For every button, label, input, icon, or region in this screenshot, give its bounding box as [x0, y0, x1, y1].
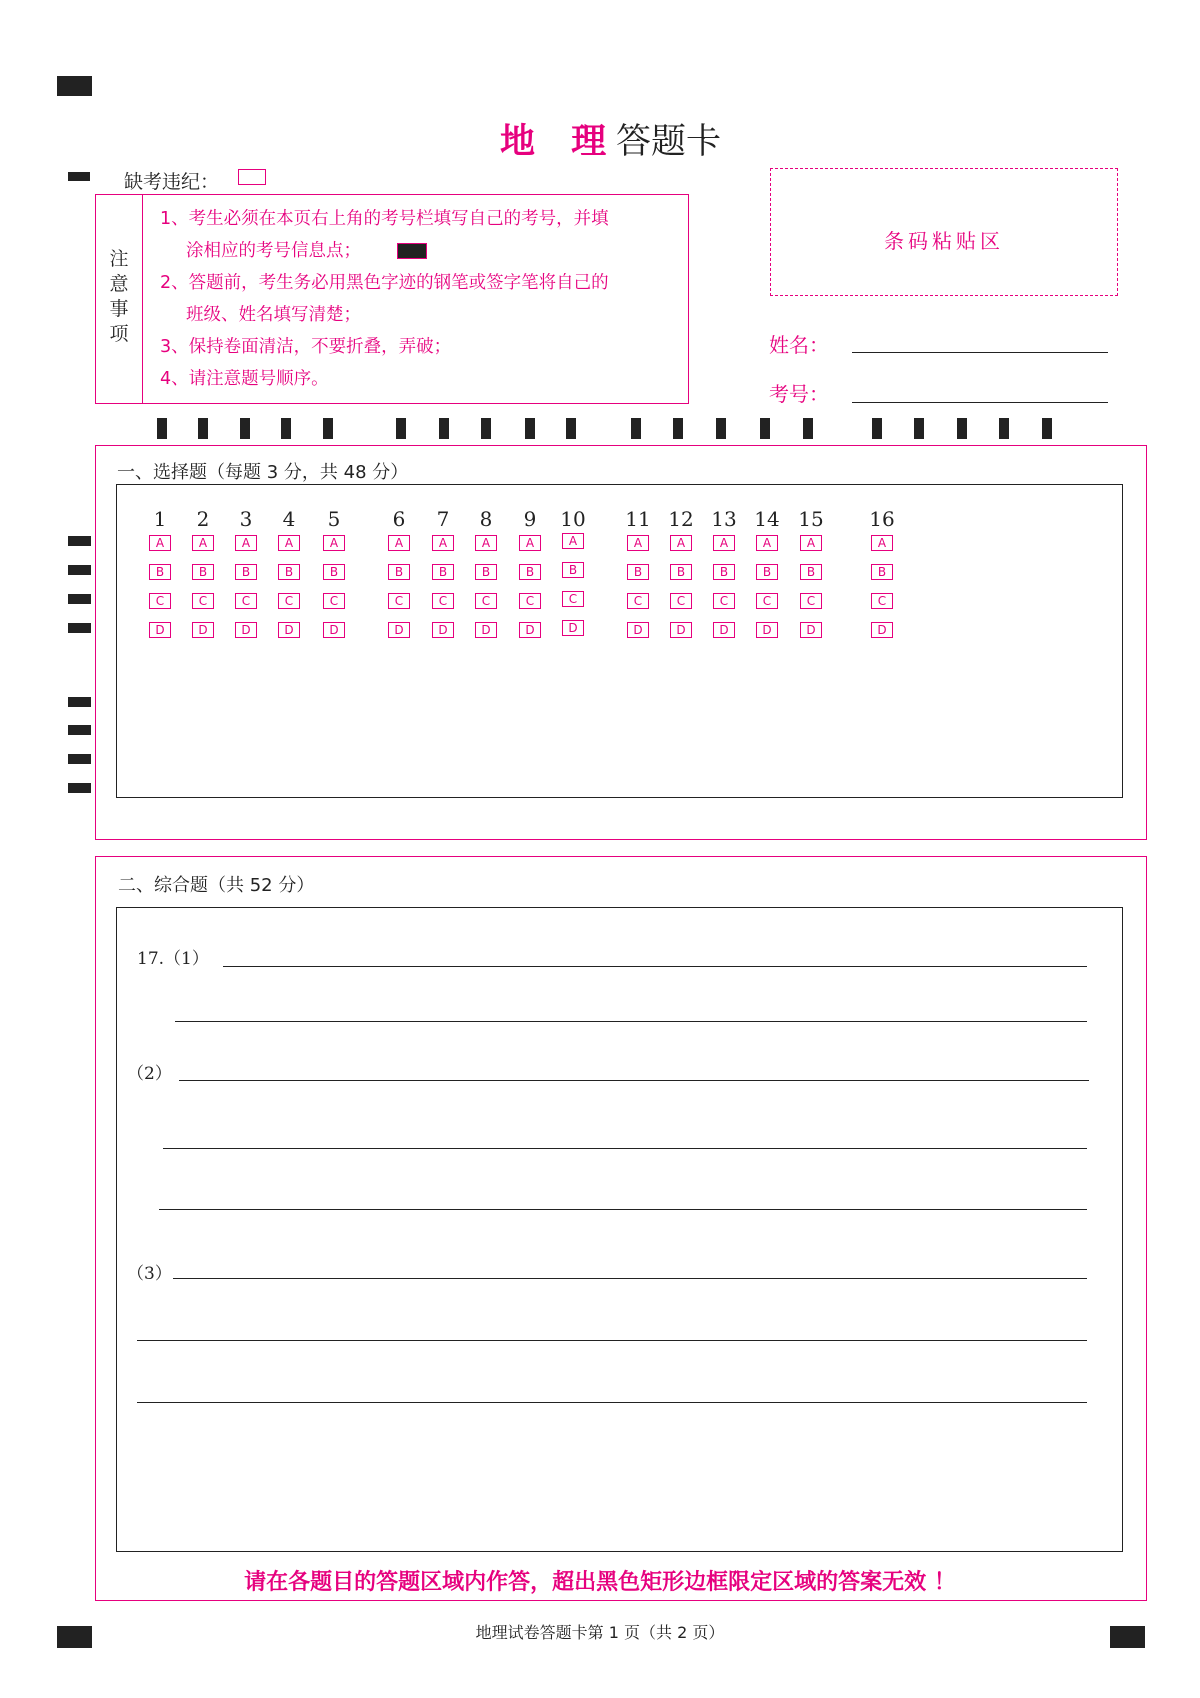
q17-part3-label: （3）: [127, 1264, 172, 1284]
option-bubble-c[interactable]: C: [627, 593, 649, 609]
question-number: 1: [153, 507, 167, 531]
option-bubble-d[interactable]: D: [519, 622, 541, 638]
option-bubble-a[interactable]: A: [756, 535, 778, 551]
question-number: 6: [392, 507, 406, 531]
option-bubble-a[interactable]: A: [713, 535, 735, 551]
comprehensive-answer-area: [116, 907, 1123, 1552]
timing-mark: [481, 418, 491, 439]
notice-list: [160, 203, 680, 395]
option-bubble-c[interactable]: C: [800, 593, 822, 609]
option-bubble-d[interactable]: D: [800, 622, 822, 638]
timing-mark: [68, 754, 91, 764]
question-number: 14: [754, 507, 780, 531]
option-bubble-a[interactable]: A: [519, 535, 541, 551]
notice-line: 4、请注意题号顺序。: [160, 369, 329, 389]
option-bubble-b[interactable]: B: [627, 564, 649, 580]
option-bubble-a[interactable]: A: [670, 535, 692, 551]
option-bubble-a[interactable]: A: [388, 535, 410, 551]
option-bubble-d[interactable]: D: [278, 622, 300, 638]
question-number: 4: [282, 507, 296, 531]
option-bubble-b[interactable]: B: [278, 564, 300, 580]
option-bubble-d[interactable]: D: [756, 622, 778, 638]
option-bubble-c[interactable]: C: [192, 593, 214, 609]
question-number: 12: [668, 507, 694, 531]
option-bubble-c[interactable]: C: [235, 593, 257, 609]
absent-violation-label: 缺考违纪：: [124, 171, 220, 193]
timing-mark: [68, 536, 91, 546]
option-bubble-d[interactable]: D: [627, 622, 649, 638]
timing-mark: [68, 725, 91, 735]
question-number: 8: [479, 507, 493, 531]
alignment-mark-bottom-left: [57, 1626, 92, 1648]
question-number: 10: [560, 507, 586, 531]
option-bubble-d[interactable]: D: [149, 622, 171, 638]
option-bubble-b[interactable]: B: [670, 564, 692, 580]
timing-mark: [525, 418, 535, 439]
option-bubble-c[interactable]: C: [713, 593, 735, 609]
option-bubble-c[interactable]: C: [756, 593, 778, 609]
filled-dot-example: [397, 243, 427, 259]
option-bubble-a[interactable]: A: [235, 535, 257, 551]
option-bubble-c[interactable]: C: [670, 593, 692, 609]
option-bubble-d[interactable]: D: [475, 622, 497, 638]
notice-line: 涂相应的考号信息点；: [186, 241, 361, 261]
option-bubble-b[interactable]: B: [519, 564, 541, 580]
comprehensive-section: [95, 856, 1147, 1601]
multiple-choice-section: [95, 445, 1147, 840]
option-bubble-a[interactable]: A: [475, 535, 497, 551]
option-bubble-a[interactable]: A: [323, 535, 345, 551]
option-bubble-d[interactable]: D: [871, 622, 893, 638]
option-bubble-d[interactable]: D: [323, 622, 345, 638]
answer-line[interactable]: [137, 1340, 1087, 1341]
alignment-mark-bottom-right: [1110, 1626, 1145, 1648]
timing-mark: [240, 418, 250, 439]
exam-id-label: 考号：: [769, 382, 829, 406]
timing-mark: [673, 418, 683, 439]
answer-line[interactable]: [159, 1209, 1087, 1210]
barcode-paste-area: [770, 168, 1118, 296]
option-bubble-c[interactable]: C: [519, 593, 541, 609]
answer-line[interactable]: [137, 1402, 1087, 1403]
option-bubble-a[interactable]: A: [871, 535, 893, 551]
option-bubble-b[interactable]: B: [756, 564, 778, 580]
option-bubble-b[interactable]: B: [713, 564, 735, 580]
option-bubble-c[interactable]: C: [149, 593, 171, 609]
option-bubble-b[interactable]: B: [432, 564, 454, 580]
option-bubble-a[interactable]: A: [627, 535, 649, 551]
timing-mark: [68, 697, 91, 707]
timing-mark: [323, 418, 333, 439]
q17-part1-label: 17.（1）: [137, 949, 209, 969]
timing-mark: [803, 418, 813, 439]
absent-violation-box[interactable]: [238, 169, 266, 185]
option-bubble-b[interactable]: B: [235, 564, 257, 580]
alignment-mark-top-left: [57, 76, 92, 96]
option-bubble-b[interactable]: B: [475, 564, 497, 580]
question-number: 13: [711, 507, 737, 531]
timing-mark: [68, 172, 90, 181]
timing-mark: [1042, 418, 1052, 439]
question-number: 7: [436, 507, 450, 531]
timing-mark: [157, 418, 167, 439]
section1-title: 一、选择题（每题 3 分，共 48 分）: [117, 462, 409, 483]
answer-line[interactable]: [223, 966, 1087, 967]
option-bubble-d[interactable]: D: [388, 622, 410, 638]
timing-mark: [631, 418, 641, 439]
option-bubble-b[interactable]: B: [149, 564, 171, 580]
section2-title: 二、综合题（共 52 分）: [118, 875, 315, 896]
question-number: 16: [869, 507, 895, 531]
timing-mark: [566, 418, 576, 439]
timing-mark: [281, 418, 291, 439]
notice-box: [95, 194, 689, 404]
name-field[interactable]: [852, 352, 1108, 353]
notice-line: 班级、姓名填写清楚；: [186, 305, 361, 325]
option-bubble-d[interactable]: D: [192, 622, 214, 638]
barcode-label: 条码粘贴区: [884, 229, 1004, 253]
notice-line-wrap: [160, 235, 680, 267]
option-bubble-c[interactable]: C: [432, 593, 454, 609]
timing-mark: [872, 418, 882, 439]
multiple-choice-answer-area: [116, 484, 1123, 798]
option-bubble-c[interactable]: C: [278, 593, 300, 609]
notice-line: 2、答题前，考生务必用黑色字迹的钢笔或签字笔将自己的: [160, 273, 609, 293]
option-bubble-d[interactable]: D: [670, 622, 692, 638]
timing-mark: [68, 783, 91, 793]
timing-mark: [68, 594, 91, 604]
card-title: 答题卡: [616, 122, 722, 162]
option-bubble-b[interactable]: B: [192, 564, 214, 580]
option-bubble-c[interactable]: C: [323, 593, 345, 609]
q17-part2-label: （2）: [127, 1064, 172, 1084]
option-bubble-d[interactable]: D: [713, 622, 735, 638]
option-bubble-b[interactable]: B: [871, 564, 893, 580]
option-bubble-c[interactable]: C: [475, 593, 497, 609]
option-bubble-a[interactable]: A: [800, 535, 822, 551]
subject-title: 地 理: [500, 122, 619, 162]
option-bubble-c[interactable]: C: [388, 593, 410, 609]
timing-mark: [198, 418, 208, 439]
timing-mark: [999, 418, 1009, 439]
option-bubble-c[interactable]: C: [871, 593, 893, 609]
option-bubble-a[interactable]: A: [192, 535, 214, 551]
timing-mark: [716, 418, 726, 439]
answer-line[interactable]: [163, 1148, 1087, 1149]
option-bubble-a[interactable]: A: [278, 535, 300, 551]
name-label: 姓名：: [769, 333, 829, 357]
notice-line: 1、考生必须在本页右上角的考号栏填写自己的考号，并填: [160, 209, 609, 229]
option-bubble-a[interactable]: A: [432, 535, 454, 551]
question-number: 9: [523, 507, 537, 531]
question-number: 5: [327, 507, 341, 531]
option-bubble-d[interactable]: D: [432, 622, 454, 638]
question-number: 2: [196, 507, 210, 531]
timing-mark: [914, 418, 924, 439]
question-number: 3: [239, 507, 253, 531]
option-bubble-a[interactable]: A: [562, 533, 584, 549]
question-number: 11: [625, 507, 651, 531]
timing-mark: [957, 418, 967, 439]
option-bubble-d[interactable]: D: [562, 620, 584, 636]
answer-line[interactable]: [175, 1021, 1087, 1022]
notice-heading-cell: [96, 195, 143, 403]
option-bubble-b[interactable]: B: [323, 564, 345, 580]
timing-mark: [396, 418, 406, 439]
option-bubble-b[interactable]: B: [562, 562, 584, 578]
timing-mark: [760, 418, 770, 439]
timing-mark: [439, 418, 449, 439]
answer-line[interactable]: [173, 1278, 1087, 1279]
option-bubble-c[interactable]: C: [562, 591, 584, 607]
option-bubble-b[interactable]: B: [388, 564, 410, 580]
notice-heading: 注意事项: [109, 248, 129, 345]
boundary-warning: 请在各题目的答题区域内作答，超出黑色矩形边框限定区域的答案无效 ！: [244, 1570, 956, 1595]
option-bubble-d[interactable]: D: [235, 622, 257, 638]
page-footer: 地理试卷答题卡第 1 页（共 2 页）: [475, 1623, 725, 1642]
timing-mark: [68, 565, 91, 575]
notice-line: 3、保持卷面清洁，不要折叠，弄破；: [160, 337, 452, 357]
exam-id-field[interactable]: [852, 402, 1108, 403]
option-bubble-a[interactable]: A: [149, 535, 171, 551]
question-number: 15: [798, 507, 824, 531]
timing-mark: [68, 623, 91, 633]
option-bubble-b[interactable]: B: [800, 564, 822, 580]
answer-line[interactable]: [179, 1080, 1089, 1081]
